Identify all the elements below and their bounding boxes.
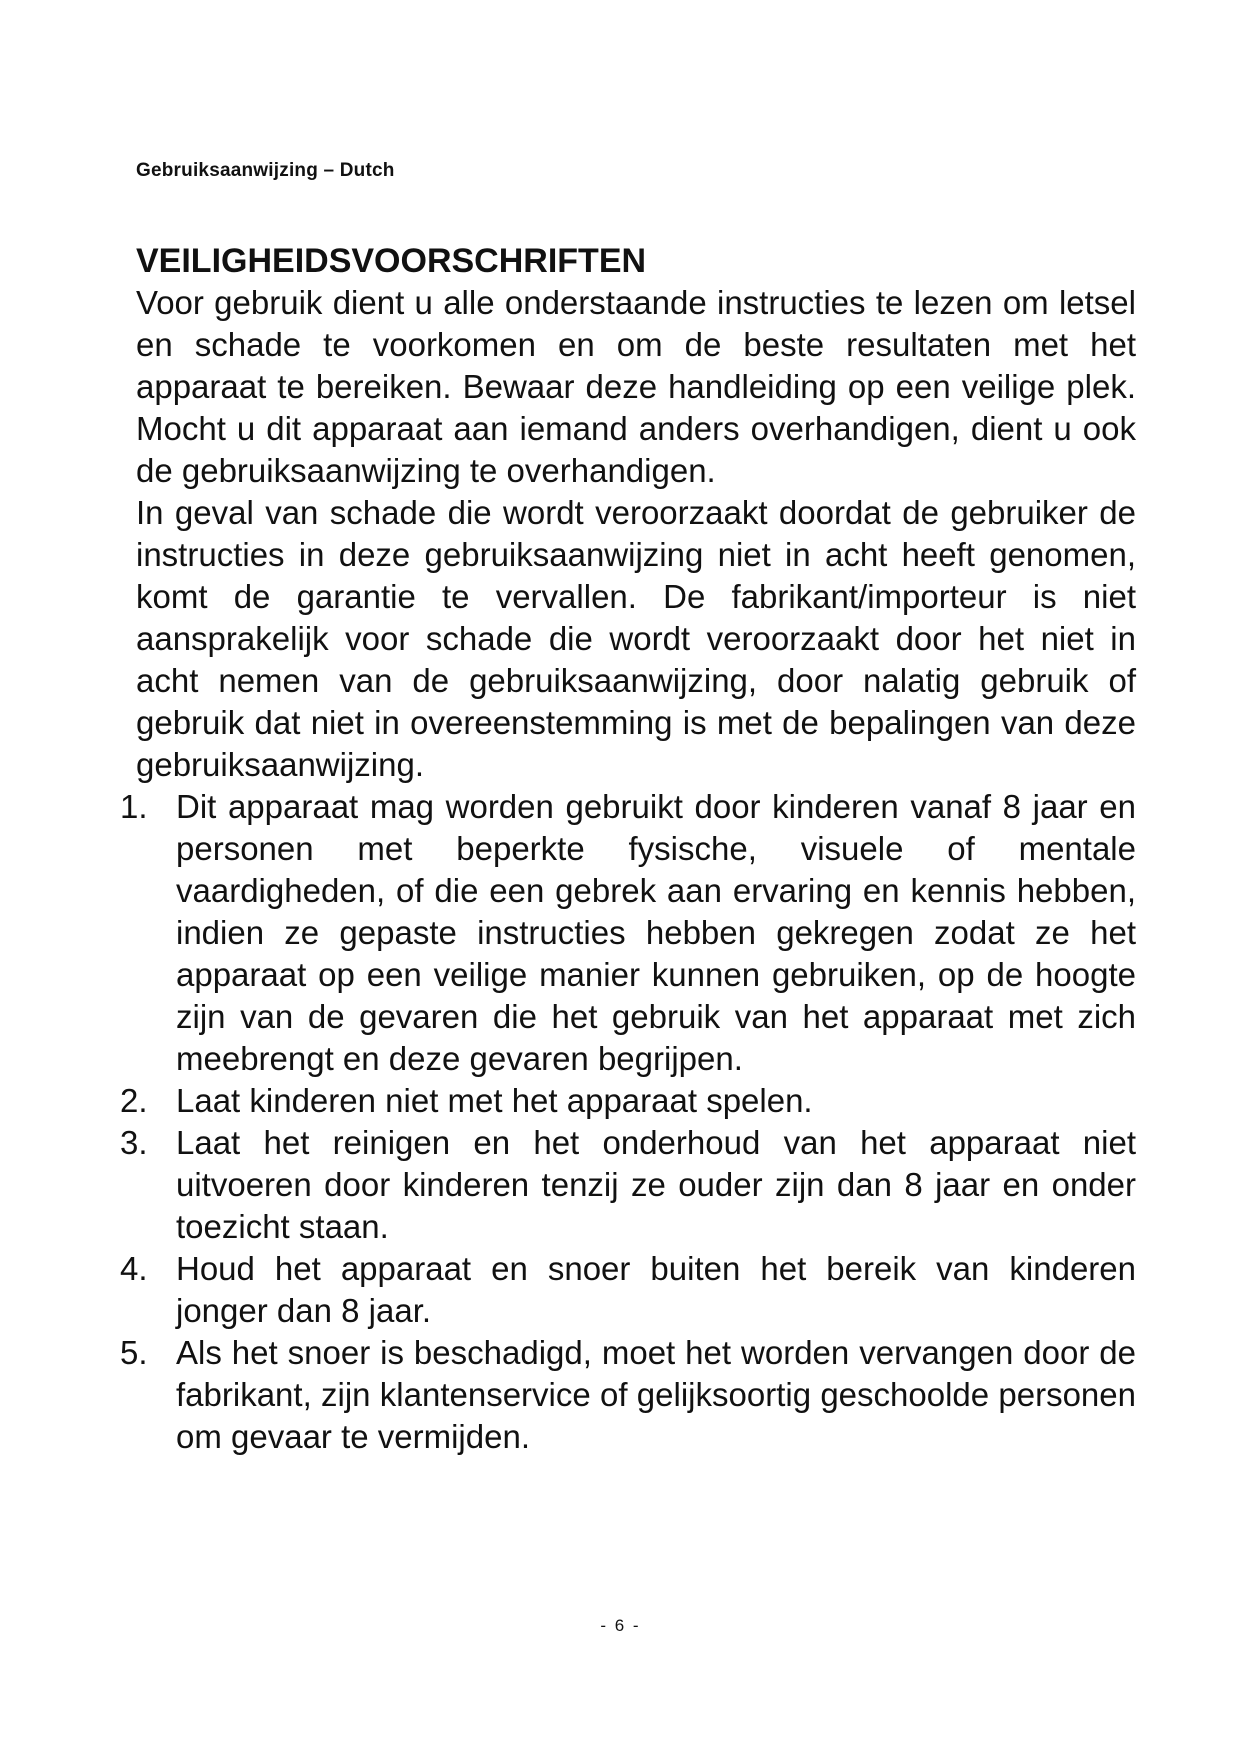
page-number: - 6 - [600,1616,641,1635]
list-item-text: Dit apparaat mag worden gebruikt door kinderen vanaf 8 jaar en personen met beperkte fysische, visuele of mentale vaardigheden, of die een gebrek aan ervaring en kennis hebben, indien ze gepaste instructies hebben gekregen zodat ze het apparaat op een veilige manier kunnen gebruiken, op de hoogte zijn van de gevaren die het gebruik van het apparaat met zich meebrengt en deze gevaren begrijpen. [176,788,1136,1077]
list-item-text: Als het snoer is beschadigd, moet het worden vervangen door de fabrikant, zijn klantenservice of gelijksoortig geschoolde personen om gevaar te vermijden. [176,1334,1136,1455]
list-item-text: Laat kinderen niet met het apparaat spelen. [176,1082,813,1119]
intro-paragraph: Voor gebruik dient u alle onderstaande instructies te lezen om letsel en schade te voorkomen en om de beste resultaten met het apparaat te bereiken. Bewaar deze handleiding op een veilige plek. Mocht u dit apparaat aan iemand anders overhandigen, dient u ook de gebruiksaanwijzing te overhandigen. [136,284,1136,489]
safety-section [120,240,1136,1458]
list-item [120,1248,1136,1332]
document-language-header: Gebruiksaanwijzing – Dutch [136,160,395,181]
list-item [120,1080,1136,1122]
list-item-text: Houd het apparaat en snoer buiten het bereik van kinderen jonger dan 8 jaar. [176,1250,1136,1329]
liability-paragraph: In geval van schade die wordt veroorzaakt doordat de gebruiker de instructies in deze gebruiksaanwijzing niet in acht heeft genomen, komt de garantie te vervallen. De fabrikant/importeur is niet aansprakelijk voor schade die wordt veroorzaakt door het niet in acht nemen van de gebruiksaanwijzing, door nalatig gebruik of gebruik dat niet in overeenstemming is met de bepalingen van deze gebruiksaanwijzing. [136,494,1136,783]
list-item-number: 2. [120,1082,148,1119]
list-item-number: 1. [120,788,148,825]
list-item-text: Laat het reinigen en het onderhoud van het apparaat niet uitvoeren door kinderen tenzij ze ouder zijn dan 8 jaar en onder toezicht staan. [176,1124,1136,1245]
list-item-number: 5. [120,1334,148,1371]
list-item-number: 4. [120,1250,148,1287]
list-item [120,1122,1136,1248]
safety-instructions-list [120,786,1136,1458]
list-item [120,1332,1136,1458]
list-item-number: 3. [120,1124,148,1161]
list-item [120,786,1136,1080]
section-title: VEILIGHEIDSVOORSCHRIFTEN [136,242,647,280]
